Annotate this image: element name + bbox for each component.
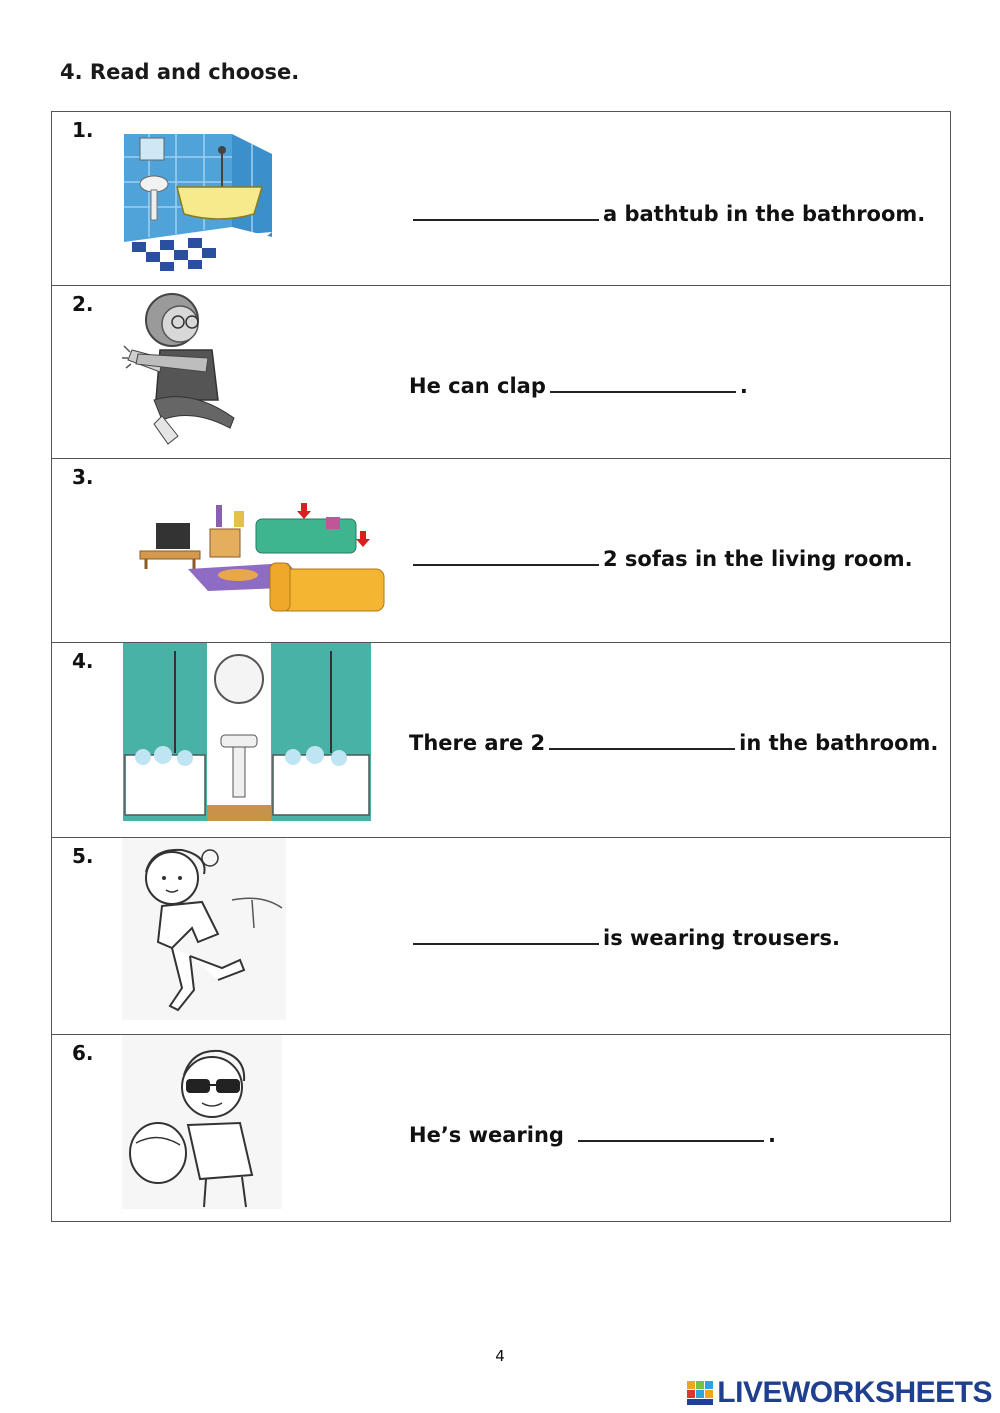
logo-text[interactable]: LIVEWORKSHEETS [717, 1376, 992, 1409]
answer-blank[interactable] [413, 203, 599, 221]
bathroom-icon [122, 132, 274, 272]
row-number: 6. [72, 1041, 94, 1065]
sentence-1: a bathtub in the bathroom. [409, 202, 925, 226]
boy-clapping-icon [122, 288, 252, 446]
answer-blank[interactable] [550, 375, 736, 393]
sentence-6: He’s wearing . [409, 1123, 776, 1147]
exercise-row-2 [52, 286, 950, 459]
answer-blank[interactable] [578, 1124, 764, 1142]
row-number: 1. [72, 118, 94, 142]
boy-hat-icon [122, 1035, 282, 1209]
exercise-row-1 [52, 112, 950, 286]
answer-blank[interactable] [549, 732, 735, 750]
row-number: 3. [72, 465, 94, 489]
liveworksheets-logo [687, 1376, 992, 1410]
sentence-3: 2 sofas in the living room. [409, 547, 913, 571]
liveworksheets-logo-icon [687, 1381, 713, 1405]
row-number: 2. [72, 292, 94, 316]
exercise-row-5 [52, 838, 950, 1035]
exercise-heading: 4. Read and choose. [60, 60, 300, 84]
exercise-table [51, 111, 951, 1222]
answer-blank[interactable] [413, 927, 599, 945]
row-number: 5. [72, 844, 94, 868]
exercise-row-6 [52, 1035, 950, 1221]
exercise-row-3 [52, 459, 950, 643]
girl-running-icon [122, 838, 286, 1020]
bathtubs-icon [123, 643, 371, 821]
sentence-4: There are 2 in the bathroom. [409, 731, 939, 755]
row-number: 4. [72, 649, 94, 673]
answer-blank[interactable] [413, 548, 599, 566]
sentence-5: is wearing trousers. [409, 926, 840, 950]
exercise-row-4 [52, 643, 950, 838]
living-room-icon [138, 491, 388, 623]
page-number: 4 [495, 1347, 505, 1365]
sentence-2: He can clap . [409, 374, 748, 398]
